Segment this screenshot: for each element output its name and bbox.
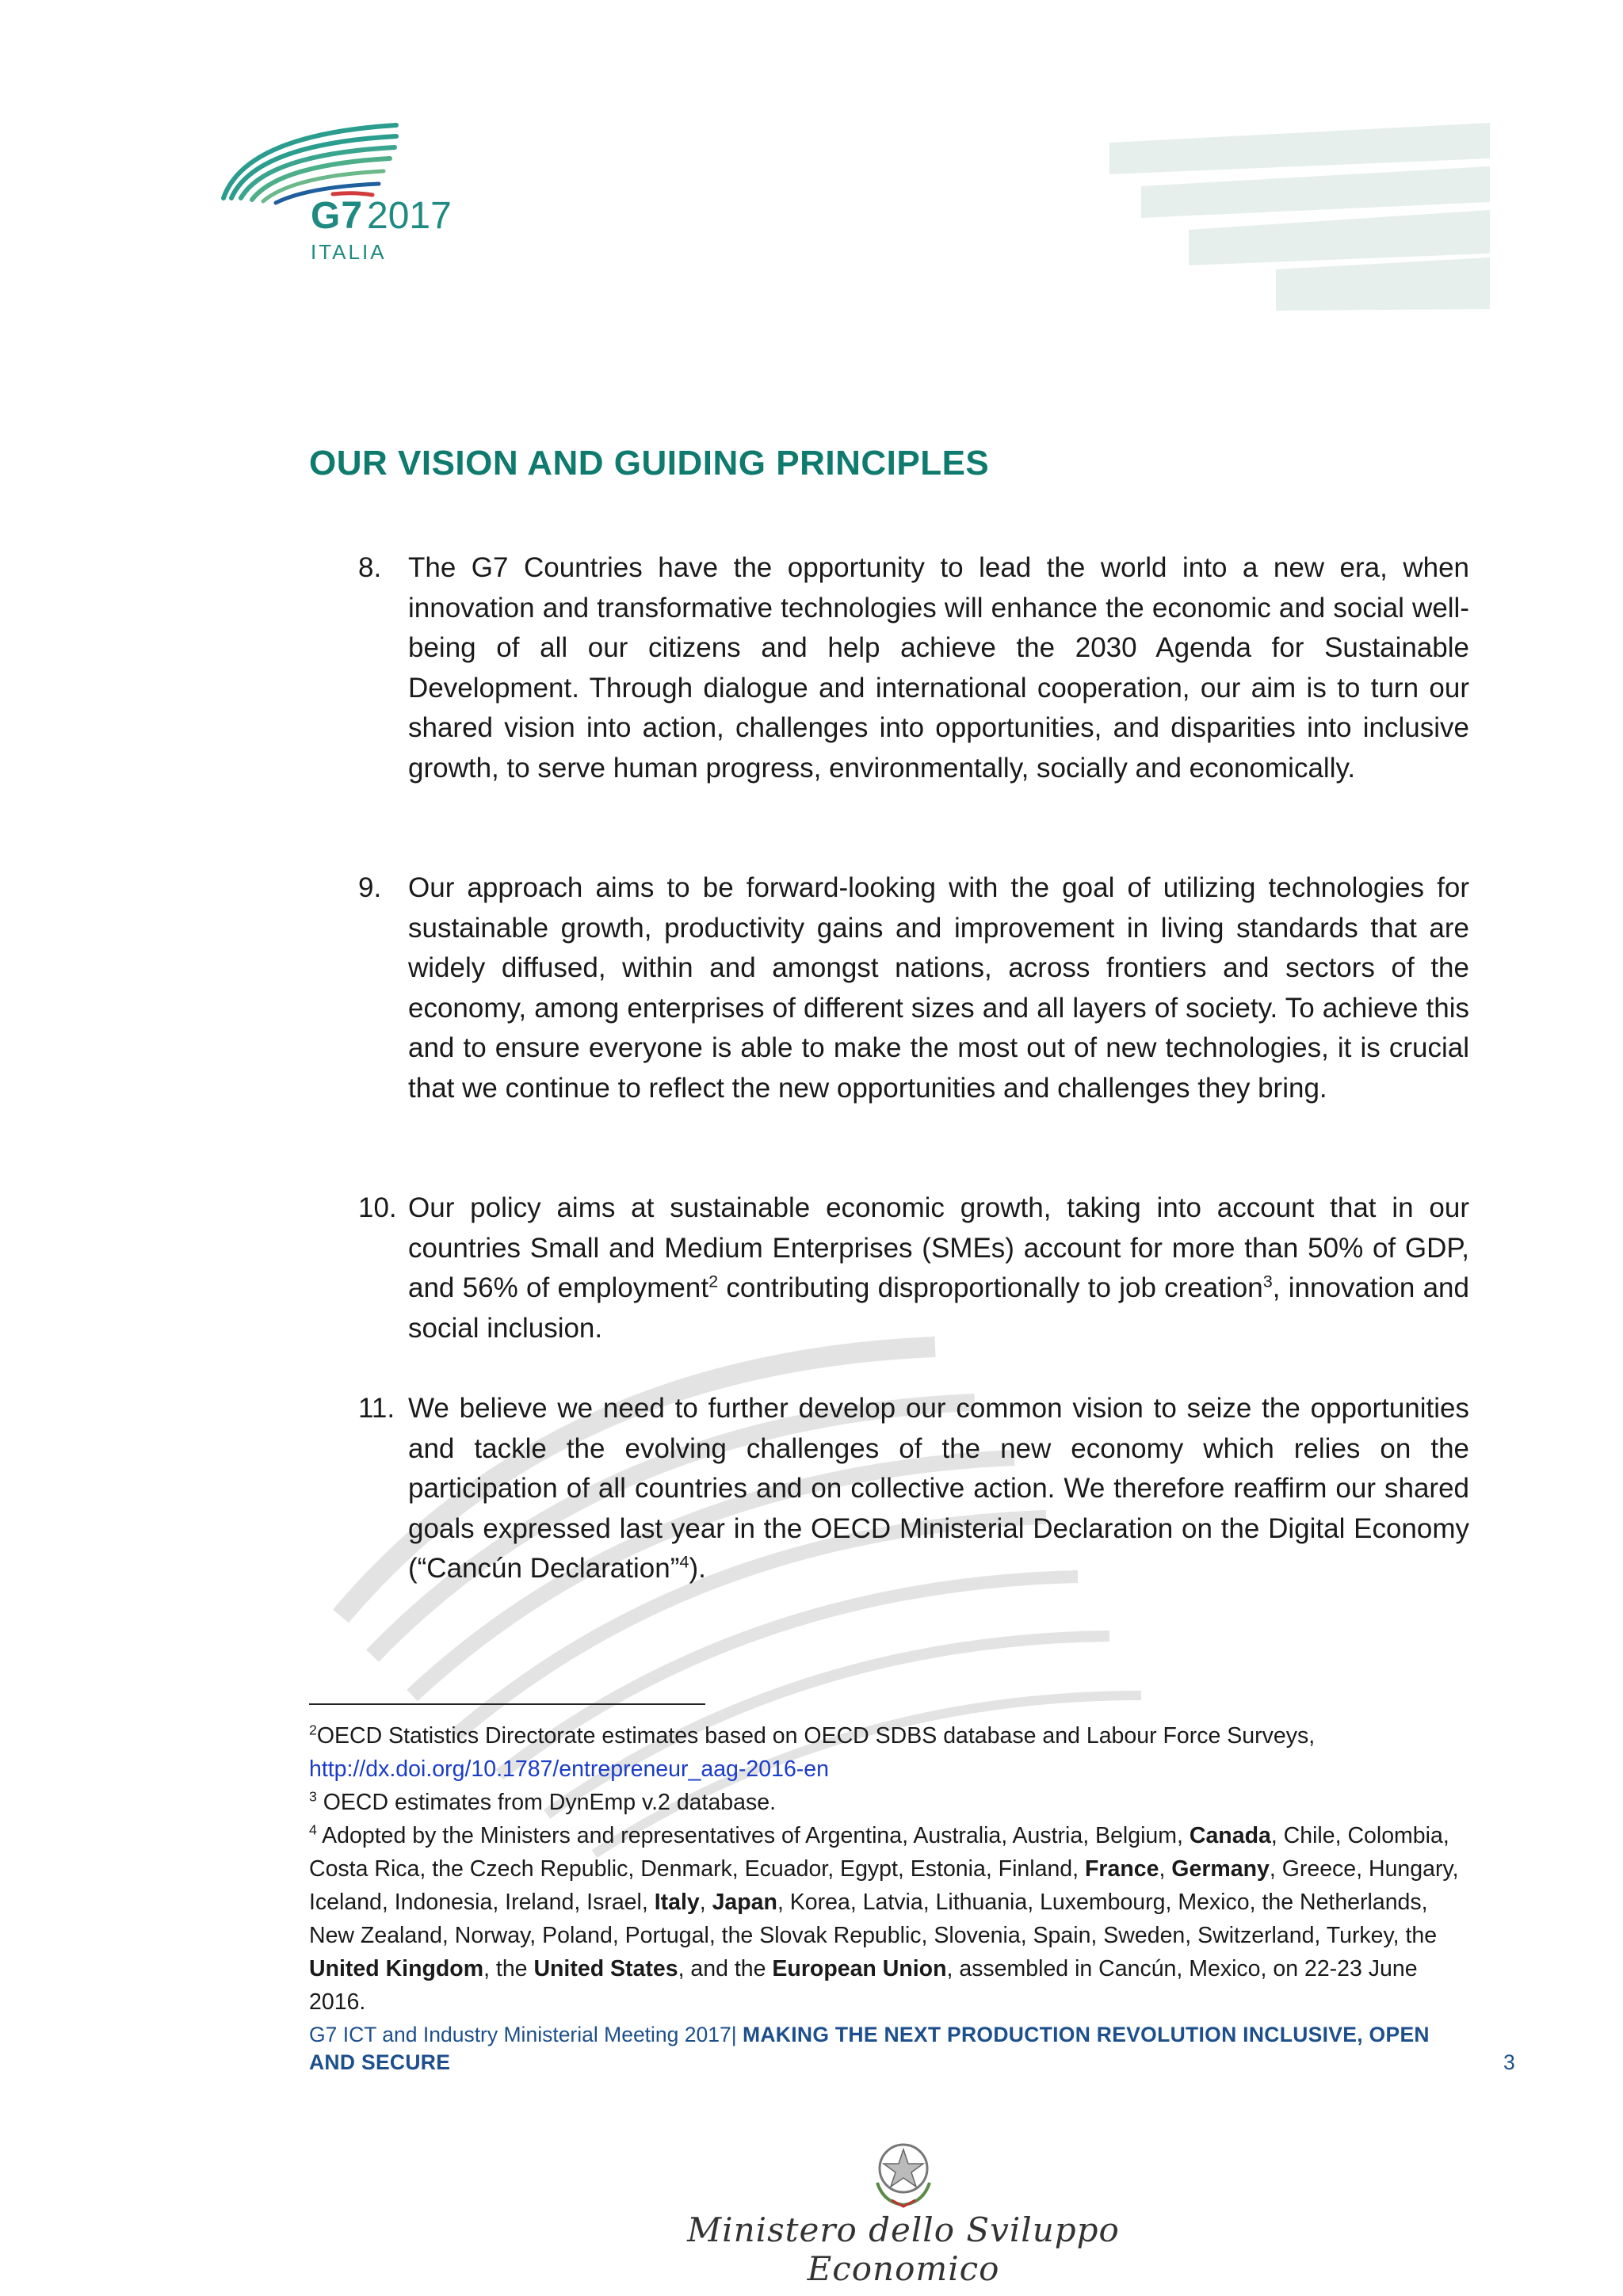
footnotes [309,1719,1474,2019]
footnote-text: , [1159,1856,1172,1882]
paragraph-text: Our approach aims to be forward-looking with the goal of utilizing technologies for sustainable growth, productivity gains and improvement in living standards that are widely diffused, within and amongst nations, across frontiers and sectors of the economy, among enterprises of different sizes and all layers of society. To achieve this and to ensure everyone is able to make the most out of new technologies, it is crucial that we continue to reflect the new opportunities and challenges they bring. [408,872,1469,1104]
footnote-bold-country: France [1084,1856,1159,1882]
footnote-text: , assembled in Cancún, Mexico, on 22-23 June 2016. [309,1956,1418,2015]
footnote-text: OECD Statistics Directorate estimates based on OECD SDBS database and Labour Force Surveys, [316,1723,1316,1749]
footnote-ref-4[interactable]: 4 [679,1551,689,1572]
paragraph-8 [358,548,1469,788]
footnote-mark: 4 [309,1821,317,1838]
footnote-text: , Chile, Colombia, Costa Rica, the Czech Republic, Denmark, Ecuador, Egypt, Estonia, Finland, [309,1823,1449,1882]
footnote-bold-country: Canada [1189,1823,1271,1848]
paragraph-text-part: ). [689,1553,706,1584]
footnote-text: , the [483,1956,534,1981]
footnote-text: OECD estimates from DynEmp v.2 database. [316,1790,777,1815]
paragraph-10 [358,1188,1469,1348]
footnote-text: , Greece, Hungary, Iceland, Indonesia, Ireland, Israel, [309,1856,1459,1915]
paragraph-9 [358,868,1469,1108]
paragraph-number: 11. [358,1393,395,1424]
paragraph-text [408,1389,1469,1589]
footnote-mark: 3 [309,1788,317,1805]
page-number: 3 [1503,2050,1515,2074]
paragraph-text-part: , innovation and social inclusion. [408,1272,1469,1344]
paragraph-text [408,1188,1469,1348]
paragraph-text-part: Our policy aims at sustainable economic growth, taking into account that in our countries Small and Medium Enterprises (SMEs) account for more than 50% of GDP, and 56% of employment [408,1192,1469,1303]
footnote-3 [309,1786,1474,1819]
paragraph-text-part: contributing disproportionally to job creation [718,1272,1263,1303]
section-heading: OUR VISION AND GUIDING PRINCIPLES [309,444,990,482]
footnote-bold-country: United Kingdom [309,1956,484,1981]
footnote-bold-country: United States [533,1956,678,1981]
running-footer [309,2019,1471,2050]
footnote-bold-country: Germany [1171,1856,1270,1882]
footnote-bold-country: European Union [772,1956,947,1981]
logo-g7-text: G7 [311,195,364,237]
footnote-2 [309,1719,1474,1753]
footnote-ref-3[interactable]: 3 [1262,1271,1273,1291]
footnote-2-link-line [309,1753,1474,1786]
footnote-link[interactable]: http://dx.doi.org/10.1787/entrepreneur_aag-2016-en [309,1756,829,1782]
footnote-text: , Korea, Latvia, Lithuania, Luxembourg, Mexico, the Netherlands, New Zealand, Norway, Poland, Portugal, the Slovak Republic, Slovenia, Spain, Sweden, Switzerland, Turkey, the [309,1890,1438,1948]
footnote-bold-country: Italy [654,1890,700,1915]
footnote-bold-country: Japan [712,1890,777,1915]
italian-emblem-icon [868,2135,939,2210]
footer-theme: MAKING THE NEXT PRODUCTION REVOLUTION INCLUSIVE, OPEN [742,2023,1430,2046]
logo-arcs-icon [214,119,412,206]
footer-meeting-title: G7 ICT and Industry Ministerial Meeting 2017 [309,2023,731,2046]
footnote-text: , [699,1890,712,1915]
footnote-4 [309,1819,1474,2019]
ministry-signature: Ministero dello Sviluppo Economico [687,2210,1120,2288]
footnote-ref-2[interactable]: 2 [708,1271,719,1291]
footer-separator: | [731,2023,743,2046]
footnote-text: Adopted by the Ministers and representatives of Argentina, Australia, Austria, Belgium, [316,1823,1190,1848]
footnote-mark: 2 [309,1722,317,1738]
paragraph-text-part: We believe we need to further develop our common vision to seize the opportunities and tackle the evolving challenges of the new economy which relies on the participation of all countries and on collective action. We therefore reaffirm our shared goals expressed last year in the OECD Ministerial Declaration on the Digital Economy (“Cancún Declaration” [408,1393,1469,1584]
footnote-text: , and the [678,1956,773,1981]
paragraph-11 [358,1389,1469,1589]
footer-theme-continued: AND SECURE [309,2050,451,2074]
g7-italia-logo [214,119,468,277]
paragraph-number: 9. [358,872,382,903]
paragraph-number: 8. [358,552,382,583]
logo-year-text: 2017 [367,195,452,237]
footnote-separator [309,1703,705,1705]
paragraph-text: The G7 Countries have the opportunity to lead the world into a new era, when innovation and transformative technologies will enhance the economic and social well-being of all our citizens and help achieve the 2030 Agenda for Sustainable Development. Through dialogue and international cooperation, our aim is to turn our shared vision into action, challenges into opportunities, and disparities into inclusive growth, to serve human progress, environmentally, socially and economically. [408,552,1469,784]
logo-country-text: ITALIA [311,240,387,264]
paragraph-number: 10. [358,1192,397,1223]
